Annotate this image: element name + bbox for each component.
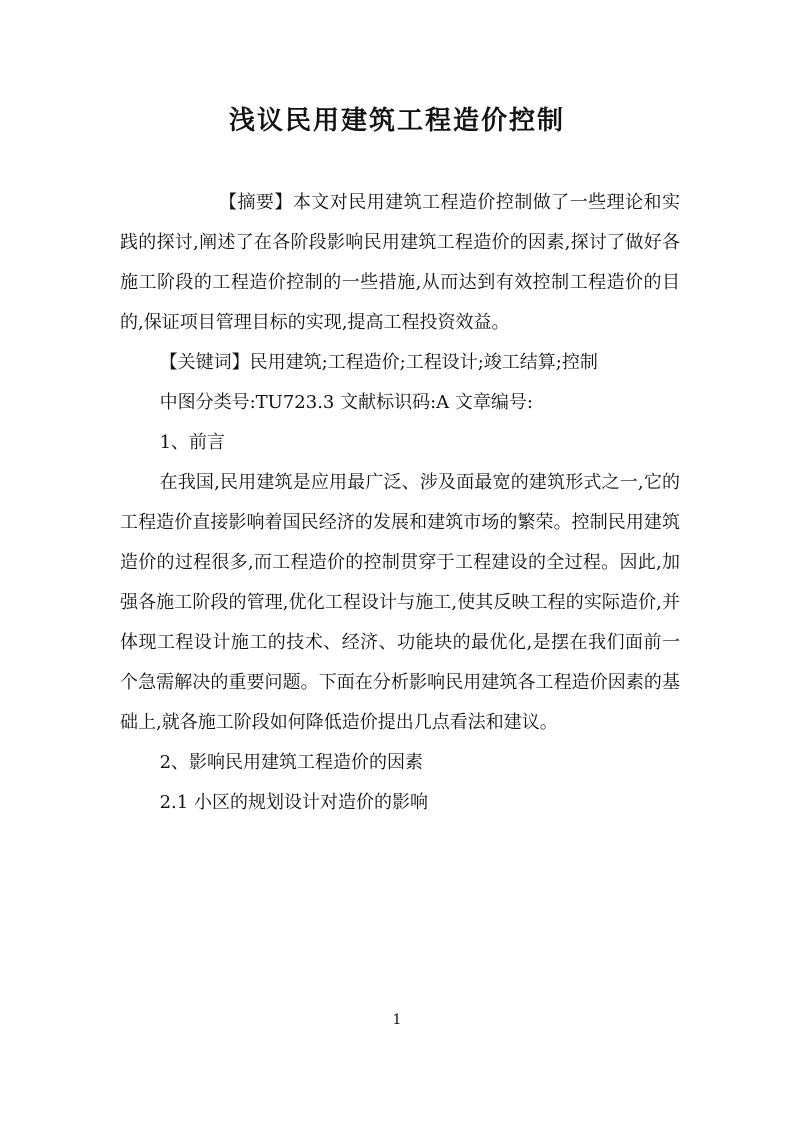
section-2-1-heading: 2.1 小区的规划设计对造价的影响: [159, 792, 428, 813]
keywords-paragraph: 【关键词】民用建筑;工程造价;工程设计;竣工结算;控制: [159, 352, 598, 373]
page-number: 1: [392, 1012, 402, 1028]
document-body: [120, 183, 680, 823]
section-2-heading: 2、影响民用建筑工程造价的因素: [159, 752, 424, 773]
classification-line: 中图分类号:TU723.3 文献标识码:A 文章编号:: [159, 392, 533, 413]
section-1-heading: 1、前言: [159, 432, 226, 453]
section-1-paragraph: 在我国,民用建筑是应用最广泛、涉及面最宽的建筑形式之一,它的工程造价直接影响着国民经济的发展和建筑市场的繁荣。控制民用建筑造价的过程很多,而工程造价的控制贯穿于工程建设的全过程。因此,加强各施工阶段的管理,优化工程设计与施工,使其反映工程的实际造价,并体现工程设计施工的技术、经济、功能块的最优化,是摆在我们面前一个急需解决的重要问题。下面在分析影响民用建筑各工程造价因素的基础上,就各施工阶段如何降低造价提出几点看法和建议。: [120, 472, 680, 733]
document-title: 浅议民用建筑工程造价控制: [228, 106, 565, 136]
abstract-paragraph: 【摘要】本文对民用建筑工程造价控制做了一些理论和实践的探讨,阐述了在各阶段影响民用建筑工程造价的因素,探讨了做好各施工阶段的工程造价控制的一些措施,从而达到有效控制工程造价的目的,保证项目管理目标的实现,提高工程投资效益。: [120, 192, 680, 333]
